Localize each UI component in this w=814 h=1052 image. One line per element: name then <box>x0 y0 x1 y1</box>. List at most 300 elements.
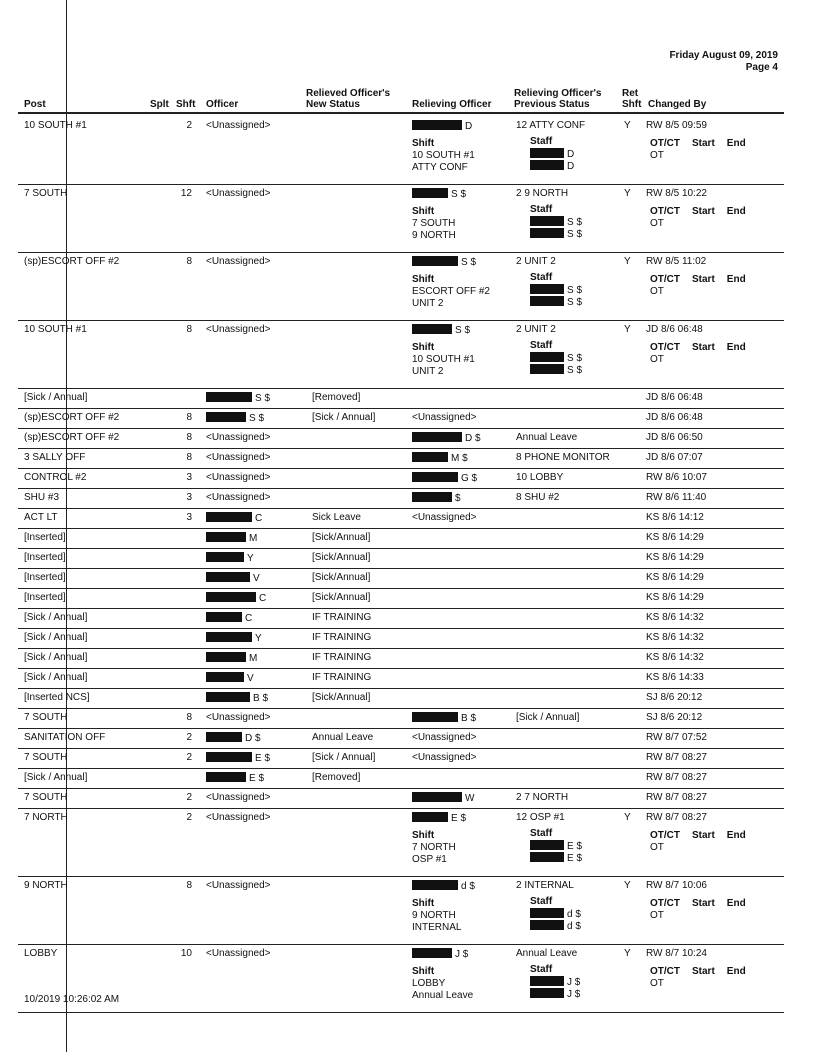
changed-by-cell: RW 8/7 08:27 <box>646 752 707 763</box>
officer-cell <box>206 948 271 960</box>
col-changed-by: Changed By <box>648 99 707 110</box>
relieved-status-cell: IF TRAINING <box>312 652 372 663</box>
officer-cell-text: <Unassigned> <box>206 452 271 463</box>
schedule-row <box>0 668 814 688</box>
shift-label: Shift <box>412 898 435 909</box>
officer-cell-text: Y <box>255 633 262 644</box>
redaction-block <box>530 216 564 226</box>
redaction-block <box>206 672 244 682</box>
schedule-row <box>0 428 814 448</box>
post-cell: [Sick / Annual] <box>24 772 88 783</box>
post-cell: 7 SOUTH <box>24 792 68 803</box>
officer-cell-text: S $ <box>249 413 265 424</box>
officer-cell-text: <Unassigned> <box>206 472 271 483</box>
redaction-block <box>530 840 564 850</box>
col-post: Post <box>24 99 46 110</box>
officer-cell <box>206 532 257 545</box>
post-cell: SHU #3 <box>24 492 60 503</box>
changed-by-cell: KS 8/6 14:33 <box>646 672 704 683</box>
officer-cell-text: C <box>245 613 253 624</box>
post-cell: [Sick / Annual] <box>24 652 88 663</box>
relieving-officer-cell-text: D <box>465 121 473 132</box>
officer-cell-text: D $ <box>245 733 261 744</box>
relieving-officer-cell <box>412 432 481 445</box>
officer-cell <box>206 792 271 804</box>
schedule-row <box>0 528 814 548</box>
post-cell: 3 SALLY OFF <box>24 452 86 463</box>
officer-cell <box>206 572 260 585</box>
redaction-block <box>206 512 252 522</box>
relieving-officer-cell-text: <Unassigned> <box>412 412 477 423</box>
redaction-block <box>206 652 246 662</box>
officer-cell-text: V <box>247 673 254 684</box>
shift-cell: 8 <box>186 452 192 463</box>
otct-block <box>650 966 758 977</box>
officer-cell-text: M <box>249 653 258 664</box>
relieving-officer-cell-text: M $ <box>451 453 468 464</box>
changed-by-cell: RW 8/6 10:07 <box>646 472 707 483</box>
schedule-row <box>0 252 814 320</box>
relieving-officer-cell <box>412 948 468 961</box>
shift-detail-line: 7 NORTH <box>412 842 456 853</box>
changed-by-cell: KS 8/6 14:32 <box>646 612 704 623</box>
officer-cell <box>206 324 271 336</box>
previous-status-cell: 2 7 NORTH <box>516 792 569 803</box>
ot-label: OT <box>650 218 664 229</box>
officer-cell-text: <Unassigned> <box>206 792 271 803</box>
report-date: Friday August 09, 2019 <box>669 50 778 61</box>
redaction-block <box>206 732 242 742</box>
changed-by-cell: RW 8/7 07:52 <box>646 732 707 743</box>
previous-status-cell: 12 ATTY CONF <box>516 120 586 131</box>
officer-cell <box>206 880 271 892</box>
staff-line <box>530 852 582 865</box>
redaction-block <box>206 612 242 622</box>
officer-cell <box>206 432 271 444</box>
ret-shift-cell: Y <box>624 324 631 335</box>
ot-label: OT <box>650 150 664 161</box>
relieving-officer-cell <box>412 412 477 424</box>
staff-line-text: D <box>567 149 575 160</box>
changed-by-cell: RW 8/7 10:06 <box>646 880 707 891</box>
shift-cell: 8 <box>186 712 192 723</box>
otct-start-label: Start <box>692 138 715 149</box>
otct-end-label: End <box>726 274 746 285</box>
staff-line-text: J $ <box>567 977 581 988</box>
officer-cell-text: <Unassigned> <box>206 256 271 267</box>
schedule-row <box>0 488 814 508</box>
otct-end-label: End <box>726 138 746 149</box>
ret-shift-cell: Y <box>624 256 631 267</box>
col-officer: Officer <box>206 99 239 110</box>
relieving-officer-cell <box>412 120 472 133</box>
shift-cell: 2 <box>186 812 192 823</box>
relieved-status-cell: [Sick / Annual] <box>312 412 376 423</box>
staff-line-text: E $ <box>567 853 583 864</box>
otct-start-label: Start <box>692 966 715 977</box>
officer-cell <box>206 672 254 685</box>
officer-cell <box>206 812 271 824</box>
changed-by-cell: JD 8/6 06:48 <box>646 324 703 335</box>
officer-cell-text: <Unassigned> <box>206 492 271 503</box>
shift-cell: 8 <box>186 432 192 443</box>
relieving-officer-cell-text: G $ <box>461 473 478 484</box>
ot-label: OT <box>650 286 664 297</box>
relieving-officer-cell-text: S $ <box>451 189 467 200</box>
relieving-officer-cell <box>412 472 477 485</box>
redaction-block <box>412 120 462 130</box>
otct-otct-label: OT/CT <box>650 138 680 149</box>
shift-detail-line: ESCORT OFF #2 <box>412 286 490 297</box>
schedule-row <box>0 728 814 748</box>
schedule-row <box>0 388 814 408</box>
officer-cell-text: V <box>253 573 260 584</box>
schedule-row <box>0 876 814 944</box>
otct-otct-label: OT/CT <box>650 206 680 217</box>
post-cell: 7 SOUTH <box>24 752 68 763</box>
otct-block <box>650 206 758 217</box>
redaction-block <box>412 880 458 890</box>
post-cell: CONTROL #2 <box>24 472 87 483</box>
shift-detail-line: INTERNAL <box>412 922 462 933</box>
staff-label: Staff <box>530 828 553 839</box>
redaction-block <box>412 188 448 198</box>
officer-cell <box>206 412 264 425</box>
redaction-block <box>412 432 462 442</box>
officer-cell-text: <Unassigned> <box>206 948 271 959</box>
ret-shift-cell: Y <box>624 812 631 823</box>
redaction-block <box>206 412 246 422</box>
relieved-status-cell: [Sick/Annual] <box>312 592 371 603</box>
officer-cell <box>206 492 271 504</box>
relieved-status-cell: IF TRAINING <box>312 672 372 683</box>
staff-line <box>530 988 580 1001</box>
schedule-row <box>0 588 814 608</box>
post-cell: SANITATION OFF <box>24 732 106 743</box>
otct-otct-label: OT/CT <box>650 898 680 909</box>
staff-label: Staff <box>530 964 553 975</box>
redaction-block <box>206 592 256 602</box>
staff-label: Staff <box>530 340 553 351</box>
staff-line-text: S $ <box>567 365 583 376</box>
shift-label: Shift <box>412 342 435 353</box>
ot-label: OT <box>650 354 664 365</box>
officer-cell-text: <Unassigned> <box>206 188 271 199</box>
changed-by-cell: RW 8/7 08:27 <box>646 792 707 803</box>
changed-by-cell: RW 8/5 09:59 <box>646 120 707 131</box>
otct-start-label: Start <box>692 342 715 353</box>
redaction-block <box>206 632 252 642</box>
schedule-row <box>0 184 814 252</box>
officer-cell <box>206 120 271 132</box>
officer-cell <box>206 632 262 645</box>
schedule-row <box>0 568 814 588</box>
shift-cell: 3 <box>186 492 192 503</box>
changed-by-cell: JD 8/6 06:50 <box>646 432 703 443</box>
staff-line <box>530 228 582 241</box>
col-relieved-status: Relieved Officer's New Status <box>306 88 391 110</box>
otct-end-label: End <box>726 830 746 841</box>
otct-start-label: Start <box>692 898 715 909</box>
officer-cell <box>206 692 268 705</box>
staff-line <box>530 160 574 173</box>
otct-start-label: Start <box>692 206 715 217</box>
officer-cell-text: <Unassigned> <box>206 812 271 823</box>
redaction-block <box>530 284 564 294</box>
redaction-block <box>530 976 564 986</box>
col-relieving-prev: Relieving Officer's Previous Status <box>514 88 602 110</box>
schedule-row <box>0 748 814 768</box>
officer-cell-text: M <box>249 533 258 544</box>
otct-otct-label: OT/CT <box>650 966 680 977</box>
ret-shift-cell: Y <box>624 188 631 199</box>
schedule-row <box>0 808 814 876</box>
relieving-officer-cell <box>412 256 476 269</box>
previous-status-cell: 2 INTERNAL <box>516 880 574 891</box>
redaction-block <box>530 160 564 170</box>
officer-cell <box>206 592 266 605</box>
schedule-row <box>0 548 814 568</box>
shift-cell: 8 <box>186 880 192 891</box>
officer-cell <box>206 612 252 625</box>
relieving-officer-cell <box>412 880 475 893</box>
post-cell: (sp)ESCORT OFF #2 <box>24 256 120 267</box>
officer-cell-text: <Unassigned> <box>206 432 271 443</box>
relieving-officer-cell-text: J $ <box>455 949 469 960</box>
redaction-block <box>530 364 564 374</box>
relieving-officer-cell-text: <Unassigned> <box>412 732 477 743</box>
shift-detail-line: ATTY CONF <box>412 162 468 173</box>
schedule-row <box>0 768 814 788</box>
ot-label: OT <box>650 910 664 921</box>
previous-status-cell: [Sick / Annual] <box>516 712 580 723</box>
officer-cell <box>206 552 254 565</box>
changed-by-cell: RW 8/7 08:27 <box>646 772 707 783</box>
shift-cell: 10 <box>180 948 192 959</box>
otct-block <box>650 830 758 841</box>
redaction-block <box>412 472 458 482</box>
redaction-block <box>412 812 448 822</box>
relieving-officer-cell-text: S $ <box>461 257 477 268</box>
staff-line <box>530 296 582 309</box>
relieving-officer-cell-text: d $ <box>461 881 475 892</box>
otct-block <box>650 898 758 909</box>
redaction-block <box>530 352 564 362</box>
post-cell: [Sick / Annual] <box>24 612 88 623</box>
post-cell: 7 SOUTH <box>24 712 68 723</box>
relieving-officer-cell-text: B $ <box>461 713 477 724</box>
schedule-row <box>0 408 814 428</box>
post-cell: [Sick / Annual] <box>24 392 88 403</box>
post-cell: [Inserted] <box>24 592 66 603</box>
relieving-officer-cell <box>412 752 477 764</box>
schedule-row <box>0 508 814 528</box>
relieved-status-cell: [Sick/Annual] <box>312 572 371 583</box>
relieving-officer-cell-text: <Unassigned> <box>412 752 477 763</box>
post-cell: 7 SOUTH <box>24 188 68 199</box>
otct-end-label: End <box>726 206 746 217</box>
changed-by-cell: KS 8/6 14:12 <box>646 512 704 523</box>
schedule-row <box>0 688 814 708</box>
relieving-officer-cell <box>412 188 466 201</box>
ret-shift-cell: Y <box>624 880 631 891</box>
shift-label: Shift <box>412 830 435 841</box>
changed-by-cell: KS 8/6 14:29 <box>646 552 704 563</box>
redaction-block <box>530 852 564 862</box>
col-split: Splt <box>150 99 169 110</box>
changed-by-cell: JD 8/6 06:48 <box>646 412 703 423</box>
otct-end-label: End <box>726 966 746 977</box>
shift-cell: 8 <box>186 412 192 423</box>
schedule-row <box>0 116 814 184</box>
redaction-block <box>412 452 448 462</box>
post-cell: 9 NORTH <box>24 880 68 891</box>
officer-cell <box>206 472 271 484</box>
changed-by-cell: KS 8/6 14:32 <box>646 632 704 643</box>
relieved-status-cell: [Sick/Annual] <box>312 552 371 563</box>
shift-cell: 2 <box>186 120 192 131</box>
relieving-officer-cell <box>412 812 466 825</box>
relieving-officer-cell <box>412 452 468 465</box>
shift-label: Shift <box>412 274 435 285</box>
shift-cell: 3 <box>186 472 192 483</box>
schedule-row <box>0 608 814 628</box>
relieved-status-cell: [Sick/Annual] <box>312 692 371 703</box>
relieved-status-cell: [Removed] <box>312 392 361 403</box>
previous-status-cell: Annual Leave <box>516 432 578 443</box>
otct-block <box>650 138 758 149</box>
staff-label: Staff <box>530 896 553 907</box>
schedule-row <box>0 788 814 808</box>
changed-by-cell: JD 8/6 07:07 <box>646 452 703 463</box>
otct-block <box>650 342 758 353</box>
previous-status-cell: 8 PHONE MONITOR <box>516 452 610 463</box>
relieved-status-cell: [Removed] <box>312 772 361 783</box>
staff-line <box>530 364 582 377</box>
shift-cell: 2 <box>186 732 192 743</box>
redaction-block <box>206 552 244 562</box>
col-relieving-officer: Relieving Officer <box>412 99 492 110</box>
officer-cell <box>206 772 264 785</box>
relieving-officer-cell <box>412 324 470 337</box>
schedule-row <box>0 628 814 648</box>
officer-cell <box>206 652 257 665</box>
officer-cell-text: E $ <box>249 773 265 784</box>
redaction-block <box>412 792 462 802</box>
previous-status-cell: Annual Leave <box>516 948 578 959</box>
shift-cell: 3 <box>186 512 192 523</box>
redaction-block <box>530 908 564 918</box>
otct-start-label: Start <box>692 274 715 285</box>
staff-line-text: S $ <box>567 297 583 308</box>
relieved-status-cell: Annual Leave <box>312 732 374 743</box>
shift-label: Shift <box>412 206 435 217</box>
redaction-block <box>206 572 250 582</box>
ot-label: OT <box>650 978 664 989</box>
relieved-status-cell: [Sick / Annual] <box>312 752 376 763</box>
otct-otct-label: OT/CT <box>650 830 680 841</box>
otct-end-label: End <box>726 342 746 353</box>
post-cell: [Sick / Annual] <box>24 672 88 683</box>
col-ret: Ret Shft <box>622 88 642 110</box>
post-cell: [Inserted] <box>24 572 66 583</box>
redaction-block <box>530 228 564 238</box>
shift-detail-line: 7 SOUTH <box>412 218 456 229</box>
shift-detail-line: 9 NORTH <box>412 230 456 241</box>
redaction-block <box>412 492 452 502</box>
staff-line-text: S $ <box>567 353 583 364</box>
changed-by-cell: RW 8/7 08:27 <box>646 812 707 823</box>
staff-line-text: d $ <box>567 909 581 920</box>
post-cell: 7 NORTH <box>24 812 68 823</box>
shift-detail-line: OSP #1 <box>412 854 447 865</box>
otct-otct-label: OT/CT <box>650 274 680 285</box>
col-shift: Shft <box>176 99 196 110</box>
relieving-officer-cell-text: <Unassigned> <box>412 512 477 523</box>
previous-status-cell: 2 9 NORTH <box>516 188 569 199</box>
previous-status-cell: 2 UNIT 2 <box>516 256 556 267</box>
relieving-officer-cell-text: D $ <box>465 433 481 444</box>
officer-cell <box>206 256 271 268</box>
staff-line-text: S $ <box>567 285 583 296</box>
changed-by-cell: RW 8/6 11:40 <box>646 492 707 503</box>
changed-by-cell: SJ 8/6 20:12 <box>646 712 703 723</box>
staff-label: Staff <box>530 272 553 283</box>
staff-line-text: S $ <box>567 229 583 240</box>
relieving-officer-cell <box>412 712 476 725</box>
shift-detail-line: UNIT 2 <box>412 298 444 309</box>
changed-by-cell: SJ 8/6 20:12 <box>646 692 703 703</box>
ret-shift-cell: Y <box>624 948 631 959</box>
relieved-status-cell: [Sick/Annual] <box>312 532 371 543</box>
previous-status-cell: 8 SHU #2 <box>516 492 560 503</box>
post-cell: 10 SOUTH #1 <box>24 324 87 335</box>
shift-detail-line: Annual Leave <box>412 990 474 1001</box>
redaction-block <box>412 712 458 722</box>
shift-label: Shift <box>412 966 435 977</box>
shift-cell: 12 <box>180 188 192 199</box>
changed-by-cell: RW 8/7 10:24 <box>646 948 707 959</box>
officer-cell-text: E $ <box>255 753 271 764</box>
relieving-officer-cell <box>412 512 477 524</box>
changed-by-cell: RW 8/5 10:22 <box>646 188 707 199</box>
shift-cell: 8 <box>186 256 192 267</box>
relieving-officer-cell <box>412 492 461 505</box>
staff-line-text: d $ <box>567 921 581 932</box>
officer-cell-text: S $ <box>255 393 271 404</box>
otct-start-label: Start <box>692 830 715 841</box>
footer-timestamp: 10/2019 10:26:02 AM <box>24 994 120 1005</box>
post-cell: [Inserted] <box>24 532 66 543</box>
schedule-row <box>0 468 814 488</box>
shift-detail-line: LOBBY <box>412 978 446 989</box>
schedule-row <box>0 708 814 728</box>
redaction-block <box>206 692 250 702</box>
redaction-block <box>530 296 564 306</box>
schedule-row <box>0 944 814 1012</box>
relieving-officer-cell-text: W <box>465 793 475 804</box>
relieving-officer-cell-text: S $ <box>455 325 471 336</box>
officer-cell <box>206 188 271 200</box>
officer-cell-text: <Unassigned> <box>206 324 271 335</box>
relieving-officer-cell <box>412 732 477 744</box>
staff-line-text: D <box>567 161 575 172</box>
shift-cell: 2 <box>186 752 192 763</box>
shift-detail-line: UNIT 2 <box>412 366 444 377</box>
post-cell: (sp)ESCORT OFF #2 <box>24 432 120 443</box>
schedule-row <box>0 448 814 468</box>
redaction-block <box>206 532 246 542</box>
